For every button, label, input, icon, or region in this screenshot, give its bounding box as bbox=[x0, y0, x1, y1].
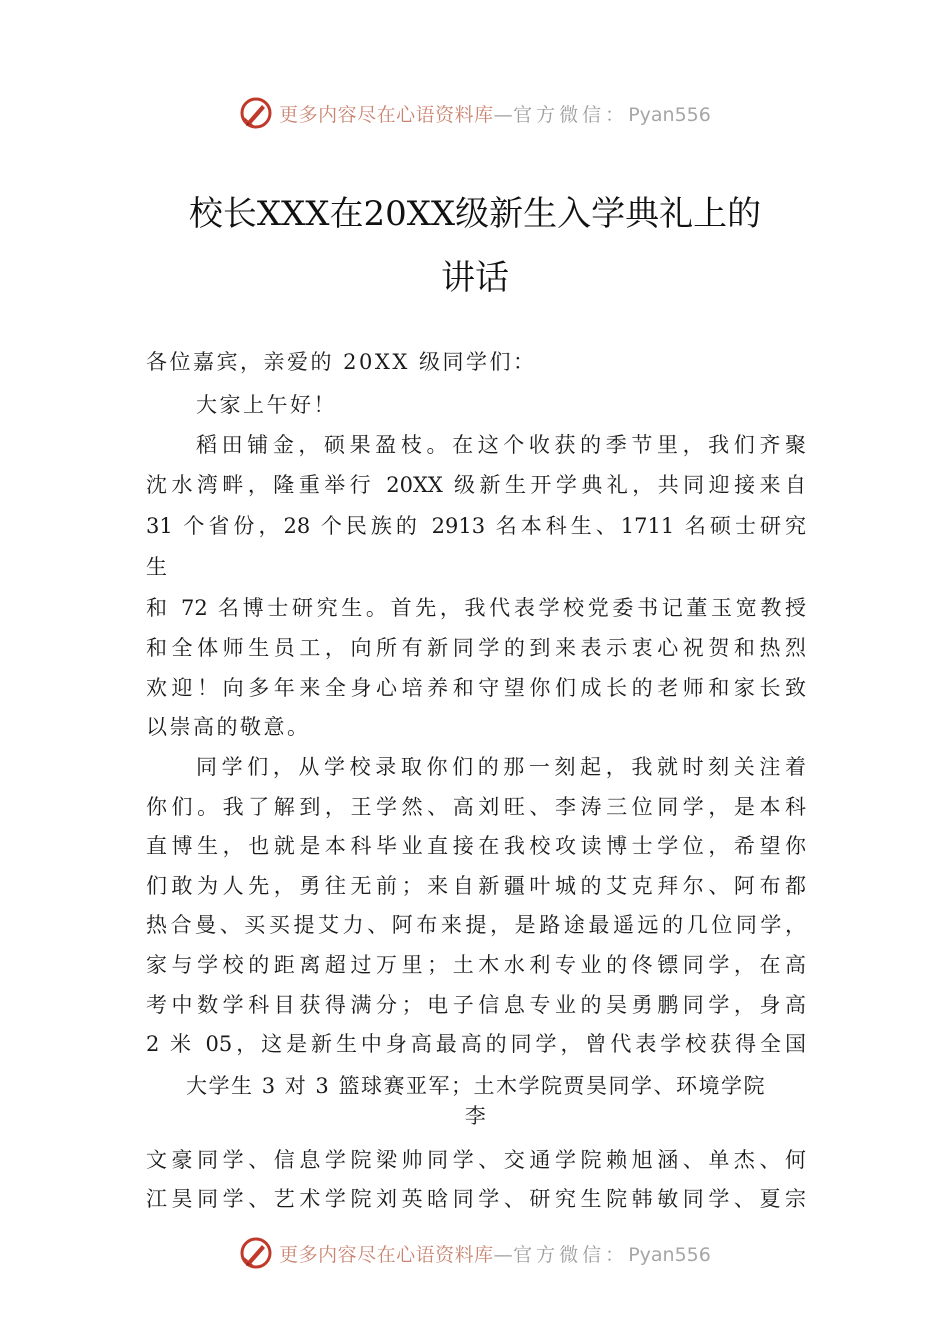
greeting: 大家上午好！ bbox=[196, 393, 337, 417]
body-line: 直博生，也就是本科毕业直接在我校攻读博士学位，希望你 bbox=[146, 834, 806, 858]
watermark-slogan: 更多内容尽在心语资料库 bbox=[279, 1243, 494, 1266]
salutation: 各位嘉宾，亲爱的 20XX 级同学们： bbox=[146, 350, 537, 374]
body-line: 欢迎！向多年来全身心培养和守望你们成长的老师和家长致 bbox=[146, 676, 806, 700]
watermark-banner-top bbox=[0, 93, 950, 133]
body-line: 你们。我了解到，王学然、高刘旺、李涛三位同学，是本科 bbox=[146, 795, 806, 819]
watermark-dash: — bbox=[493, 1243, 514, 1266]
body-line: 江昊同学、艺术学院刘英晗同学、研究生院韩敏同学、夏宗 bbox=[146, 1187, 806, 1211]
body-line: 们敢为人先，勇往无前；来自新疆叶城的艾克拜尔、阿布都 bbox=[146, 874, 806, 898]
watermark-text bbox=[279, 1240, 711, 1267]
document-title-line-1: 校长XXX在20XX级新生入学典礼上的 bbox=[188, 194, 762, 234]
body-line: 以崇高的敬意。 bbox=[146, 715, 311, 739]
watermark-wechat-id: Pyan556 bbox=[628, 1243, 711, 1266]
watermark-wechat-label: 官方微信： bbox=[513, 103, 629, 126]
document-title-line-2: 讲话 bbox=[441, 258, 509, 298]
body-line: 文豪同学、信息学院梁帅同学、交通学院赖旭涵、单杰、何 bbox=[146, 1148, 806, 1172]
body-line: 稻田铺金，硕果盈枝。在这个收获的季节里，我们齐聚 bbox=[196, 433, 806, 457]
watermark-wechat-label: 官方微信： bbox=[513, 1243, 629, 1266]
body-line: 2 米 05，这是新生中身高最高的同学，曾代表学校获得全国 bbox=[146, 1032, 806, 1056]
body-line: 考中数学科目获得满分；电子信息专业的吴勇鹏同学，身高 bbox=[146, 993, 806, 1017]
watermark-wechat-id: Pyan556 bbox=[628, 103, 711, 126]
body-line: 和全体师生员工，向所有新同学的到来表示衷心祝贺和热烈 bbox=[146, 636, 806, 660]
watermark-dash: — bbox=[493, 103, 514, 126]
watermark-text bbox=[279, 100, 711, 127]
body-line: 热合曼、买买提艾力、阿布来提，是路途最遥远的几位同学， bbox=[146, 913, 806, 937]
body-line: 31 个省份，28 个民族的 2913 名本科生、1711 名硕士研究 bbox=[146, 514, 806, 538]
body-line: 同学们，从学校录取你们的那一刻起，我就时刻关注着 bbox=[196, 755, 806, 779]
body-line: 李 bbox=[464, 1104, 488, 1128]
body-line: 大学生 3 对 3 篮球赛亚军；土木学院贾昊同学、环境学院 bbox=[186, 1074, 766, 1098]
body-line: 家与学校的距离超过万里；土木水利专业的佟镖同学，在高 bbox=[146, 953, 806, 977]
body-line: 生 bbox=[146, 555, 170, 579]
pen-logo-icon bbox=[239, 96, 273, 130]
body-line: 沈水湾畔，隆重举行 20XX 级新生开学典礼，共同迎接来自 bbox=[146, 473, 806, 497]
body-line: 和 72 名博士研究生。首先，我代表学校党委书记董玉宽教授 bbox=[146, 596, 806, 620]
watermark-banner-bottom bbox=[0, 1233, 950, 1273]
watermark-slogan: 更多内容尽在心语资料库 bbox=[279, 103, 494, 126]
pen-logo-icon bbox=[239, 1236, 273, 1270]
